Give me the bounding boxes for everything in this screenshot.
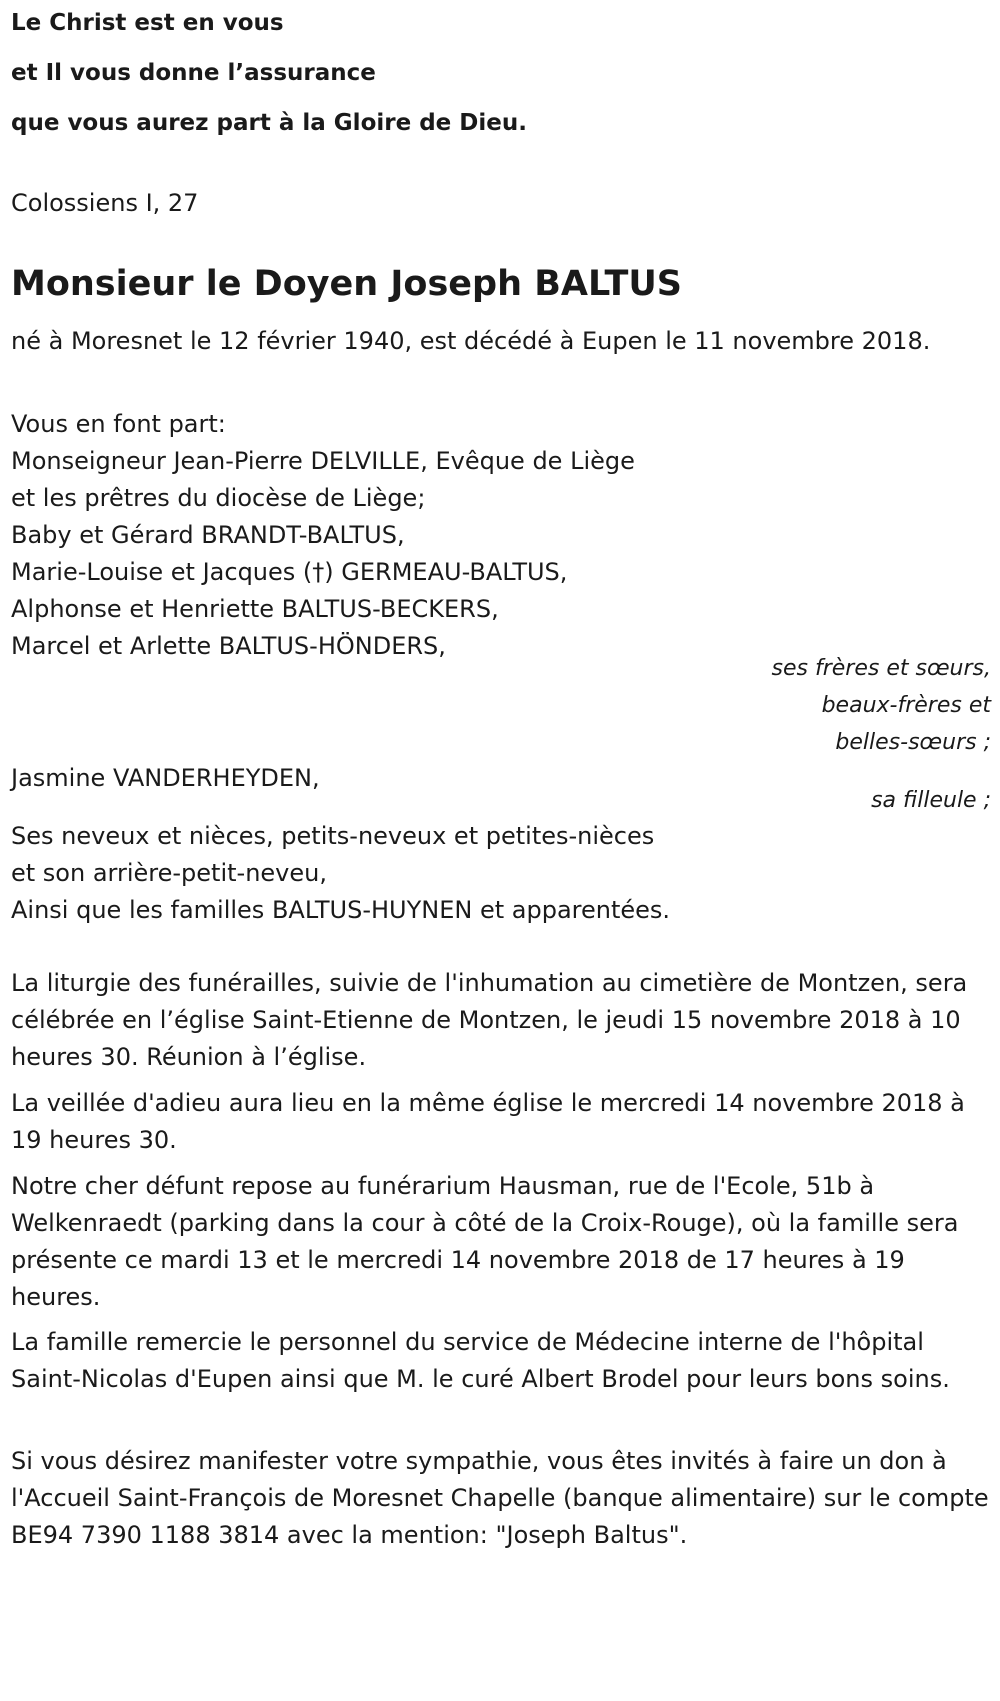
- announcer-line: Marie-Louise et Jacques (†) GERMEAU-BALTUS,: [11, 558, 568, 586]
- verse-line-1: Le Christ est en vous: [11, 10, 284, 36]
- deceased-name: Monsieur le Doyen Joseph BALTUS: [11, 264, 682, 304]
- relation-line: ses frères et sœurs,: [771, 656, 991, 681]
- announcers-intro: Vous en font part:: [11, 410, 226, 438]
- announcer-line: Monseigneur Jean-Pierre DELVILLE, Evêque de Liège: [11, 447, 635, 475]
- verse-reference: Colossiens I, 27: [11, 189, 199, 217]
- relation-line: beaux-frères et: [821, 693, 991, 718]
- announcers-list: [11, 406, 991, 665]
- verse-line-3: que vous aurez part à la Gloire de Dieu.: [11, 110, 527, 136]
- siblings-relation: [11, 650, 991, 761]
- verse-line-2: et Il vous donne l’assurance: [11, 60, 376, 86]
- family-line: Ainsi que les familles BALTUS-HUYNEN et apparentées.: [11, 896, 671, 924]
- family-list: [11, 818, 991, 929]
- donation-paragraph: Si vous désirez manifester votre sympathie, vous êtes invités à faire un don à l'Accueil Saint-François de Moresnet Chapelle (banque alimentaire) sur le compte BE94 7390 1188 3814 avec la mention: "Joseph Baltus".: [11, 1447, 989, 1549]
- bible-verse: [11, 0, 991, 148]
- obituary-page: [11, 0, 991, 1549]
- relation-line: belles-sœurs ;: [835, 730, 991, 755]
- family-line: Ses neveux et nièces, petits-neveux et petites-nièces: [11, 822, 655, 850]
- announcer-line: Alphonse et Henriette BALTUS-BECKERS,: [11, 595, 499, 623]
- announcer-line: Baby et Gérard BRANDT-BALTUS,: [11, 521, 405, 549]
- repose-paragraph: Notre cher défunt repose au funérarium Hausman, rue de l'Ecole, 51b à Welkenraedt (parking dans la cour à côté de la Croix-Rouge), où la famille sera présente ce mardi 13 et le mercredi 14 novembre 2018 de 17 heures à 19 heures.: [11, 1172, 959, 1311]
- family-line: et son arrière-petit-neveu,: [11, 859, 327, 887]
- goddaughter-relation: sa filleule ;: [871, 788, 991, 813]
- thanks-paragraph: La famille remercie le personnel du service de Médecine interne de l'hôpital Saint-Nicolas d'Eupen ainsi que M. le curé Albert Brodel pour leurs bons soins.: [11, 1328, 950, 1393]
- birth-death-text: né à Moresnet le 12 février 1940, est décédé à Eupen le 11 novembre 2018.: [11, 327, 931, 355]
- goddaughter-name: Jasmine VANDERHEYDEN,: [11, 764, 320, 792]
- announcer-line: et les prêtres du diocèse de Liège;: [11, 484, 426, 512]
- vigil-paragraph: La veillée d'adieu aura lieu en la même église le mercredi 14 novembre 2018 à 19 heures 30.: [11, 1089, 965, 1154]
- funeral-paragraph: La liturgie des funérailles, suivie de l'inhumation au cimetière de Montzen, sera célébrée en l’église Saint-Etienne de Montzen, le jeudi 15 novembre 2018 à 10 heures 30. Réunion à l’église.: [11, 969, 968, 1071]
- announcer-line: Marcel et Arlette BALTUS-HÖNDERS,: [11, 632, 446, 660]
